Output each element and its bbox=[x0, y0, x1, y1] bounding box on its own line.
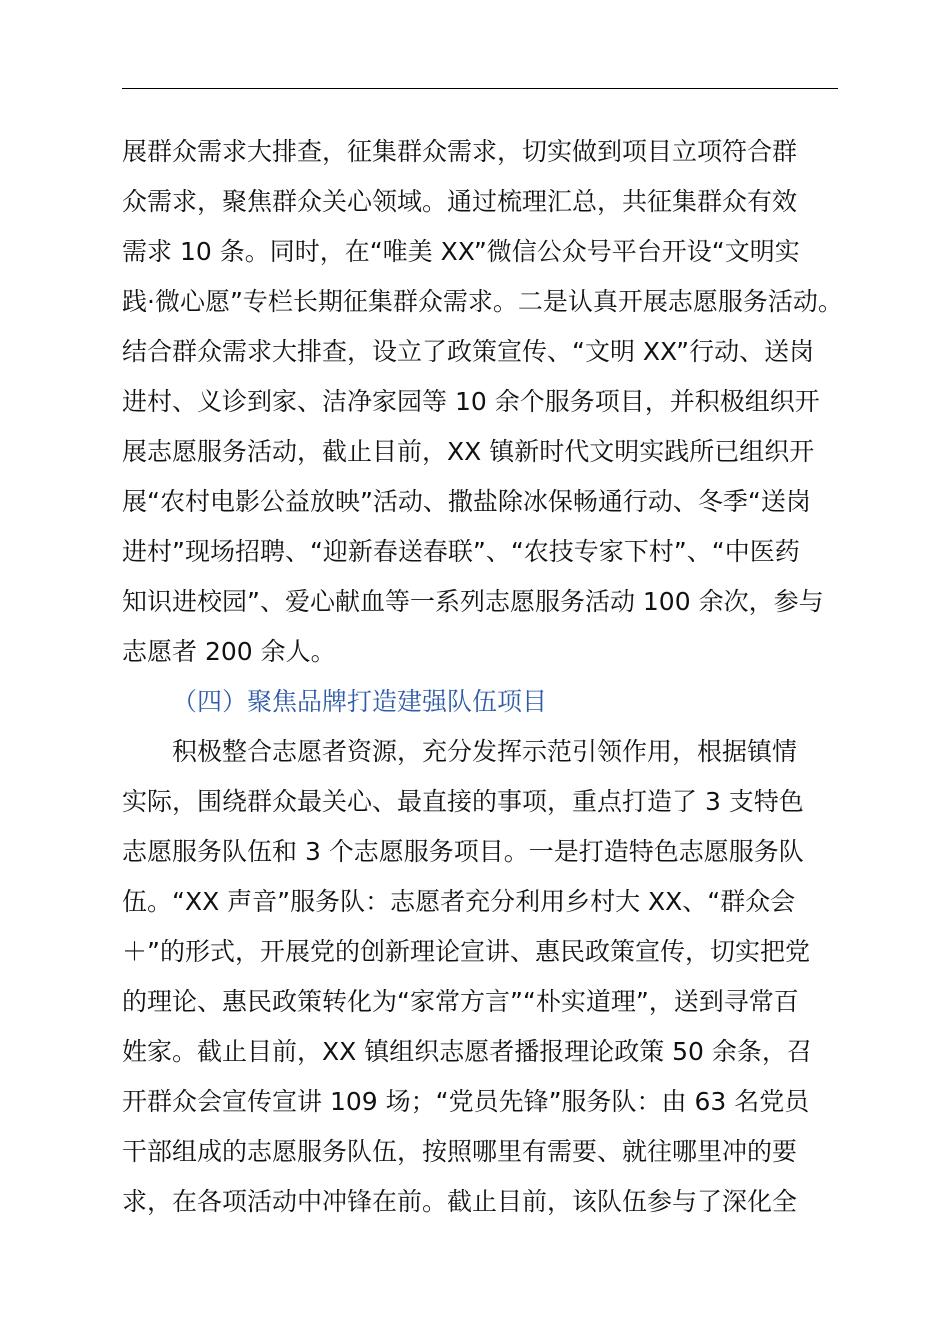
paragraph-2 bbox=[122, 727, 838, 1227]
text-line: 展志愿服务活动，截止目前，XX 镇新时代文明实践所已组织开 bbox=[122, 437, 815, 466]
document-body bbox=[122, 127, 843, 1227]
text-line: 需求 10 条。同时，在“唯美 XX”微信公众号平台开设“文明实 bbox=[122, 237, 800, 266]
text-line: 进村、义诊到家、洁净家园等 10 余个服务项目，并积极组织开 bbox=[122, 387, 820, 416]
text-line: 进村”现场招聘、“迎新春送春联”、“农技专家下村”、“中医药 bbox=[122, 537, 800, 566]
text-line: 干部组成的志愿服务队伍，按照哪里有需要、就往哪里冲的要 bbox=[122, 1137, 798, 1166]
text-line: 知识进校园”、爱心献血等一系列志愿服务活动 100 余次，参与 bbox=[122, 587, 824, 616]
text-line: 展群众需求大排查，征集群众需求，切实做到项目立项符合群 bbox=[122, 137, 798, 166]
header-rule bbox=[122, 88, 838, 89]
text-line: 伍。“XX 声音”服务队：志愿者充分利用乡村大 XX、“群众会 bbox=[122, 887, 796, 916]
text-line: 志愿服务队伍和 3 个志愿服务项目。一是打造特色志愿服务队 bbox=[122, 837, 804, 866]
text-line: 的理论、惠民政策转化为“家常方言”“朴实道理”，送到寻常百 bbox=[122, 987, 799, 1016]
paragraph-1 bbox=[122, 127, 843, 677]
text-line: 众需求，聚焦群众关心领域。通过梳理汇总，共征集群众有效 bbox=[122, 187, 798, 216]
text-line: ＋”的形式，开展党的创新理论宣讲、惠民政策宣传，切实把党 bbox=[122, 937, 810, 966]
text-line: 结合群众需求大排查，设立了政策宣传、“文明 XX”行动、送岗 bbox=[122, 337, 815, 366]
section-heading: （四）聚焦品牌打造建强队伍项目 bbox=[172, 687, 548, 716]
text-line: 求，在各项活动中冲锋在前。截止目前，该队伍参与了深化全 bbox=[122, 1187, 798, 1216]
text-line: 姓家。截止目前，XX 镇组织志愿者播报理论政策 50 余条，召 bbox=[122, 1037, 812, 1066]
text-line: 实际，围绕群众最关心、最直接的事项，重点打造了 3 支特色 bbox=[122, 787, 804, 816]
text-line: 志愿者 200 余人。 bbox=[122, 637, 336, 666]
text-line: 积极整合志愿者资源，充分发挥示范引领作用，根据镇情 bbox=[172, 737, 798, 766]
text-line: 开群众会宣传宣讲 109 场；“党员先锋”服务队：由 63 名党员 bbox=[122, 1087, 810, 1116]
text-line: 践·微心愿”专栏长期征集群众需求。二是认真开展志愿服务活动。 bbox=[122, 287, 843, 316]
text-line: 展“农村电影公益放映”活动、撒盐除冰保畅通行动、冬季“送岗 bbox=[122, 487, 811, 516]
